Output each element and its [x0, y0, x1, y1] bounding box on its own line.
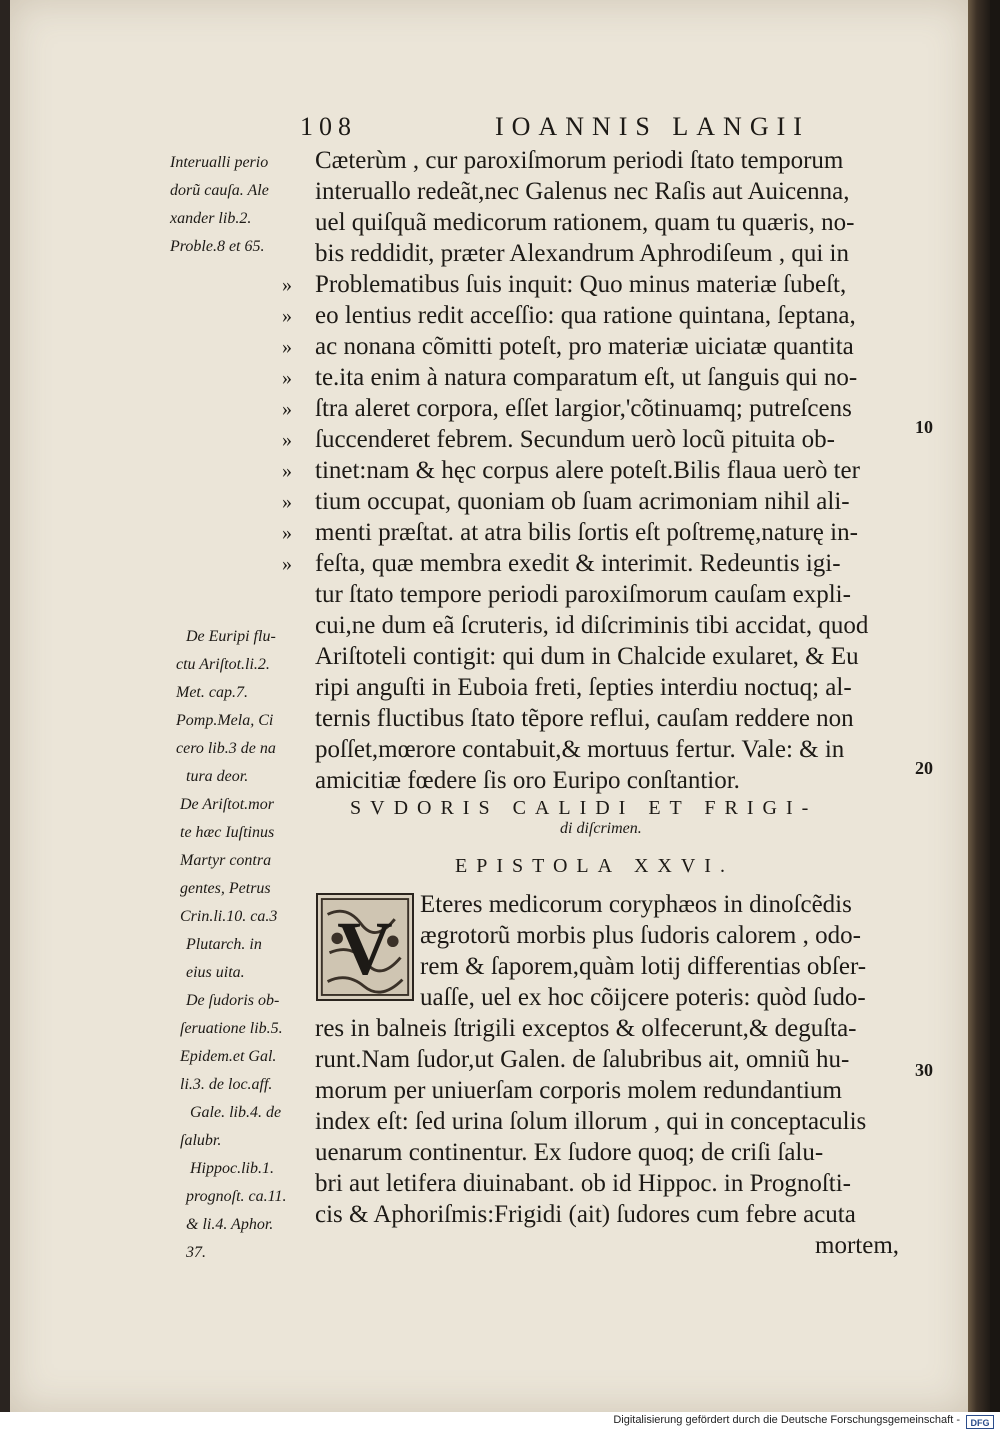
text-line: tium occupat, quoniam ob ſuam acrimoniam nihil ali-: [315, 488, 850, 515]
text-line: interuallo redeãt,nec Galenus nec Raſis aut Auicenna,: [315, 178, 850, 205]
catchword: mortem,: [815, 1232, 900, 1259]
quote-mark: »: [282, 491, 292, 513]
running-title: IOANNIS LANGII: [495, 112, 810, 141]
footer-text: Digitalisierung gefördert durch die Deutsche Forschungsgemeinschaft -: [613, 1414, 960, 1426]
text-line: Ariſtoteli contigit: qui dum in Chalcide exularet, & Eu: [315, 643, 859, 670]
margin-note: Pomp.Mela, Ci: [176, 712, 274, 729]
quote-mark: »: [282, 460, 292, 482]
text-line: cis & Aphoriſmis:Frigidi (ait) ſudores cum febre acuta: [315, 1201, 856, 1228]
text-line: ternis fluctibus ſtato tẽpore reflui, cauſam reddere non: [315, 705, 854, 732]
text-line: ripi anguſti in Euboia freti, ſepties interdiu noctuq; al-: [315, 674, 852, 701]
text-line: tinet:nam & hęc corpus alere poteſt.Bilis flaua uerò ter: [315, 457, 860, 484]
text-line: Problematibus ſuis inquit: Quo minus materiæ ſubeſt,: [315, 271, 847, 298]
text-line: ægrotorũ morbis plus ſudoris calorem , odo-: [420, 922, 861, 949]
margin-note: Gale. lib.4. de: [190, 1104, 282, 1121]
margin-note: De Euripi flu-: [186, 628, 276, 645]
text-line: res in balneis ſtrigili exceptos & olfecerunt,& deguſta-: [315, 1015, 857, 1042]
text-line: ſuccenderet febrem. Secundum uerò locũ pituita ob-: [315, 426, 835, 453]
margin-note: cero lib.3 de na: [176, 740, 276, 757]
line-number: 10: [915, 417, 933, 437]
text-line: index eſt: ſed urina ſolum illorum , qui in conceptaculis: [315, 1108, 867, 1135]
margin-note: eius uita.: [186, 964, 245, 981]
text-line: ſtra aleret corpora, eſſet largior,'cõtinuamq; putreſcens: [315, 395, 852, 422]
scan-edge: [990, 0, 1000, 1412]
margin-note: xander lib.2.: [170, 210, 252, 227]
margin-note: 37.: [186, 1244, 206, 1261]
margin-note: Proble.8 et 65.: [170, 238, 265, 255]
text-line: poſſet,mœrore contabuit,& mortuus fertur. Vale: & in: [315, 736, 845, 763]
margin-note: Epidem.et Gal.: [180, 1048, 277, 1065]
line-number: 20: [915, 758, 933, 778]
quote-mark: »: [282, 553, 292, 575]
text-line: amicitiæ fœdere ſis oro Euripo conſtantior.: [315, 767, 740, 794]
quote-mark: »: [282, 305, 292, 327]
margin-note: gentes, Petrus: [180, 880, 271, 897]
quote-mark: »: [282, 398, 292, 420]
text-line: tur ſtato tempore periodi paroxiſmorum cauſam expli-: [315, 581, 851, 608]
initial-ornament-icon: [318, 895, 412, 999]
text-line: Cæterùm , cur paroxiſmorum periodi ſtato temporum: [315, 147, 844, 174]
margin-note: prognoſt. ca.11.: [186, 1188, 287, 1205]
margin-note: & li.4. Aphor.: [186, 1216, 274, 1233]
footer-bar: [0, 1412, 1000, 1432]
text-line: uenarum continentur. Ex ſudore quoq; de criſi ſalu-: [315, 1139, 824, 1166]
quote-mark: »: [282, 367, 292, 389]
quote-mark: »: [282, 336, 292, 358]
text-line: Eteres medicorum coryphæos in dinoſcẽdis: [420, 891, 852, 918]
margin-note: Crin.li.10. ca.3: [180, 908, 278, 925]
text-line: morum per uniuerſam corporis molem redundantium: [315, 1077, 842, 1104]
text-line: te.ita enim à natura comparatum eſt, ut ſanguis qui no-: [315, 364, 858, 391]
quote-mark: »: [282, 522, 292, 544]
margin-note: De ſudoris ob-: [186, 992, 280, 1009]
margin-note: Martyr contra: [180, 852, 272, 869]
margin-note: Plutarch. in: [186, 936, 262, 953]
text-line: cui,ne dum eã ſcruteris, id diſcriminis tibi accidat, quod: [315, 612, 869, 639]
initial-letter: V: [337, 905, 393, 991]
text-line: uel quiſquã medicorum rationem, quam tu quæris, no-: [315, 209, 855, 236]
text-line: uaſſe, uel ex hoc cõijcere poteris: quòd ſudo-: [420, 984, 866, 1011]
decorated-initial: [316, 893, 414, 1001]
margin-note: ſalubr.: [180, 1132, 222, 1149]
book-page: [10, 0, 970, 1412]
book-binding: [968, 0, 990, 1412]
text-line: ac nonana cõmitti poteſt, pro materiæ uiciatæ quantita: [315, 333, 854, 360]
text-line: menti præſtat. at atra bilis ſortis eſt poſtremę,naturę in-: [315, 519, 858, 546]
line-number: 30: [915, 1060, 933, 1080]
margin-note: tura deor.: [186, 768, 249, 785]
margin-note: te hæc Iuſtinus: [180, 824, 275, 841]
margin-note: ctu Ariſtot.li.2.: [176, 656, 270, 673]
epistle-heading: SVDORIS CALIDI ET FRIGI-: [350, 797, 818, 819]
epistle-number: EPISTOLA XXVI.: [455, 855, 734, 877]
text-line: bis reddidit, præter Alexandrum Aphrodiſeum , qui in: [315, 240, 849, 267]
margin-note: De Ariſtot.mor: [180, 796, 274, 813]
margin-note: li.3. de loc.aff.: [180, 1076, 273, 1093]
text-line: eo lentius redit acceſſio: qua ratione quintana, ſeptana,: [315, 302, 856, 329]
margin-note: Met. cap.7.: [176, 684, 248, 701]
margin-note: Hippoc.lib.1.: [190, 1160, 274, 1177]
quote-mark: »: [282, 274, 292, 296]
epistle-subheading: di diſcrimen.: [560, 820, 642, 837]
quote-mark: »: [282, 429, 292, 451]
text-line: bri aut letifera diuinabant. ob id Hippoc. in Prognoſti-: [315, 1170, 851, 1197]
page-number: 108: [300, 112, 357, 141]
margin-note: Interualli perio: [170, 154, 269, 171]
text-line: runt.Nam ſudor,ut Galen. de ſalubribus ait, omniũ hu-: [315, 1046, 850, 1073]
margin-note: dorũ cauſa. Ale: [170, 182, 269, 199]
text-line: feſta, quæ membra exedit & interimit. Redeuntis igi-: [315, 550, 841, 577]
dfg-logo: DFG: [966, 1415, 994, 1429]
text-line: rem & ſaporem,quàm lotij differentias obſer-: [420, 953, 867, 980]
margin-note: ſeruatione lib.5.: [180, 1020, 283, 1037]
